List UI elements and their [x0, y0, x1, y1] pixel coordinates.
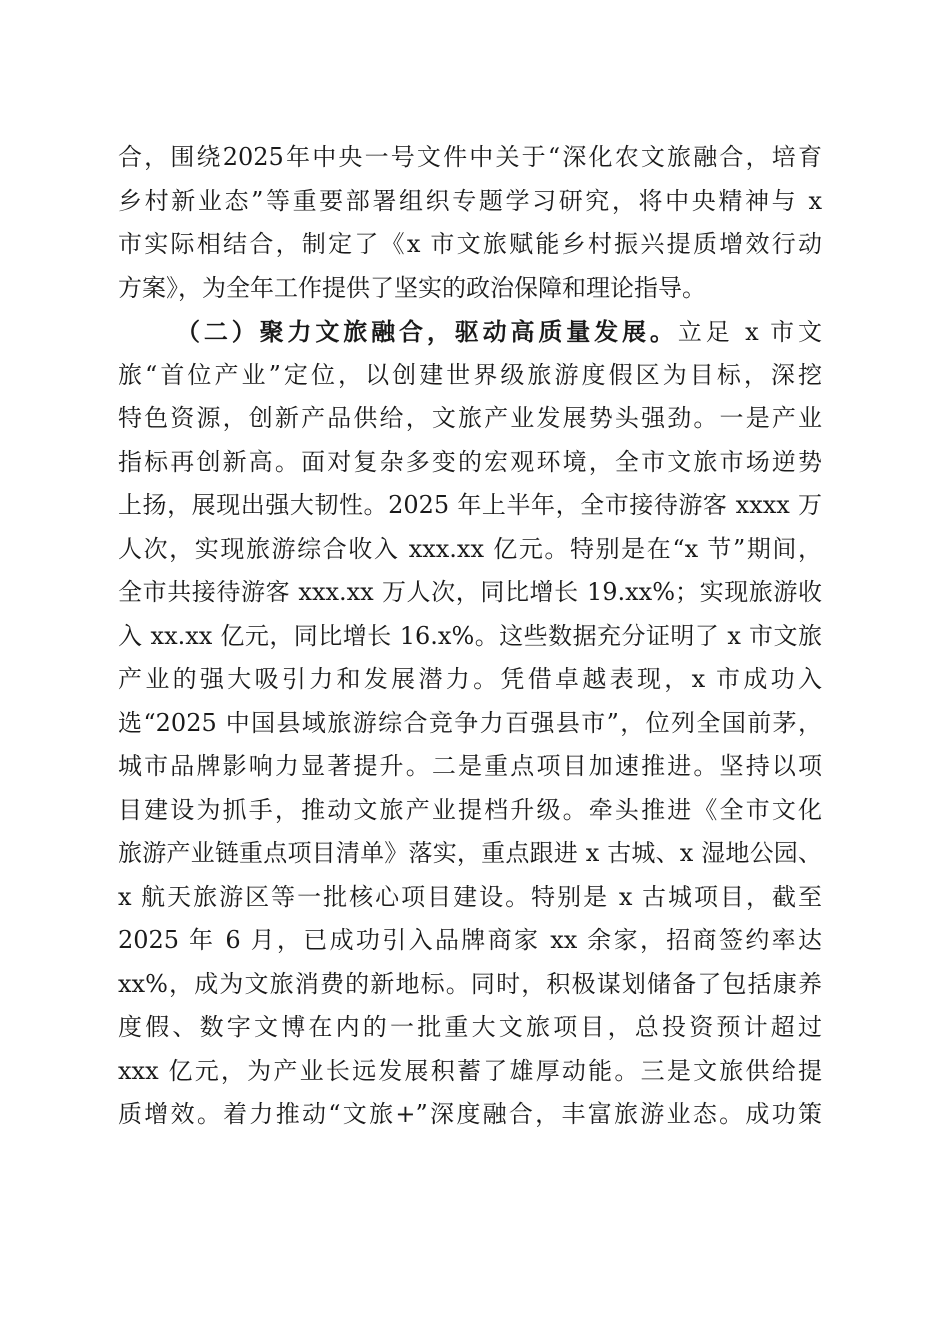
- paragraph-1-line-3: 市实际相结合，制定了《x 市文旅赋能乡村振兴提质增效行动: [118, 230, 822, 258]
- paragraph-2-line-15: 2025 年 6 月，已成功引入品牌商家 xx 余家，招商签约率达: [118, 926, 822, 954]
- paragraph-2-line-5: 上扬，展现出强大韧性。2025 年上半年，全市接待游客 xxxx 万: [118, 491, 822, 519]
- paragraph-2-line-2: 旅“首位产业”定位，以创建世界级旅游度假区为目标，深挖: [118, 360, 822, 389]
- paragraph-2-line-17: 度假、数字文博在内的一批重大文旅项目，总投资预计超过: [118, 1013, 822, 1041]
- paragraph-2-line-7: 全市共接待游客 xxx.xx 万人次，同比增长 19.xx%；实现旅游收: [118, 578, 822, 606]
- paragraph-2-line-18: xxx 亿元，为产业长远发展积蓄了雄厚动能。三是文旅供给提: [118, 1056, 822, 1085]
- paragraph-2-line-10: 选“2025 中国县域旅游综合竞争力百强县市”，位列全国前茅，: [118, 708, 822, 737]
- paragraph-2-line-19: 质增效。着力推动“文旅+”深度融合，丰富旅游业态。成功策: [118, 1100, 822, 1128]
- paragraph-2-line-3: 特色资源，创新产品供给，文旅产业发展势头强劲。一是产业: [118, 404, 822, 432]
- paragraph-2-line-6: 人次，实现旅游综合收入 xxx.xx 亿元。特别是在“x 节”期间，: [118, 534, 822, 563]
- paragraph-2-line-14: x 航天旅游区等一批核心项目建设。特别是 x 古城项目，截至: [118, 882, 822, 911]
- paragraph-1-line-4: 方案》，为全年工作提供了坚实的政治保障和理论指导。: [118, 273, 706, 302]
- paragraph-2-line-8: 入 xx.xx 亿元，同比增长 16.x%。这些数据充分证明了 x 市文旅: [118, 621, 822, 650]
- paragraph-2-first-line-rest: 立足 x 市文: [677, 318, 822, 346]
- paragraph-2-first-line: [118, 310, 822, 354]
- paragraph-2-line-12: 目建设为抓手，推动文旅产业提档升级。牵头推进《全市文化: [118, 795, 822, 824]
- paragraph-2-line-16: xx%，成为文旅消费的新地标。同时，积极谋划储备了包括康养: [118, 969, 822, 998]
- paragraph-2-line-11: 城市品牌影响力显著提升。二是重点项目加速推进。坚持以项: [118, 752, 822, 780]
- paragraph-1-line-2: 乡村新业态”等重要部署组织专题学习研究，将中央精神与 x: [118, 186, 822, 215]
- body-text: [118, 136, 822, 1137]
- paragraph-1-line-1: 合，围绕2025年中央一号文件中关于“深化农文旅融合，培育: [118, 143, 822, 171]
- paragraph-2-line-9: 产业的强大吸引力和发展潜力。凭借卓越表现，x 市成功入: [118, 665, 822, 693]
- paragraph-2-line-13: 旅游产业链重点项目清单》落实，重点跟进 x 古城、x 湿地公园、: [118, 839, 822, 867]
- paragraph-2-line-4: 指标再创新高。面对复杂多变的宏观环境，全市文旅市场逆势: [118, 447, 822, 476]
- section-heading: （二）聚力文旅融合，驱动高质量发展。: [176, 317, 678, 346]
